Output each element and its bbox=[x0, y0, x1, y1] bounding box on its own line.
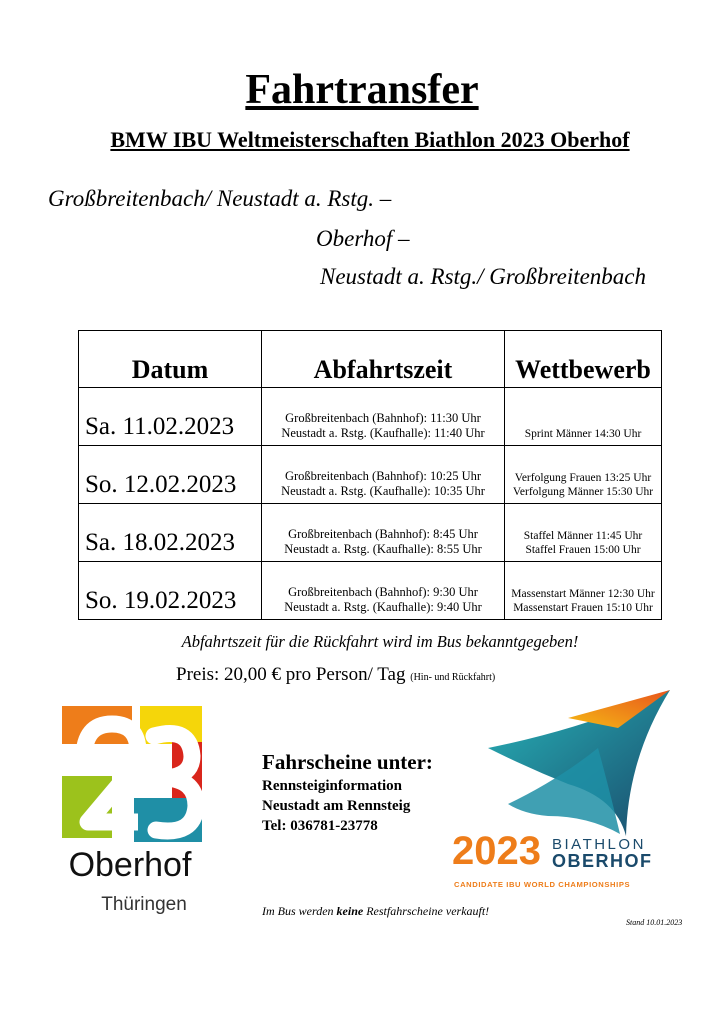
competition-line-1: Staffel Männer 11:45 Uhr bbox=[523, 530, 643, 542]
row-departure bbox=[262, 504, 505, 562]
oberhof-thueringen-logo bbox=[62, 706, 212, 918]
price-label: Preis: bbox=[176, 664, 220, 685]
price-note: (Hin- und Rückfahrt) bbox=[410, 672, 496, 683]
table-header-row bbox=[79, 331, 662, 388]
row-competition bbox=[505, 388, 662, 446]
logo-word-oberhof: OBERHOF bbox=[552, 851, 653, 871]
row-competition bbox=[505, 446, 662, 504]
competition-line-2: Staffel Frauen 15:00 Uhr bbox=[525, 544, 641, 556]
competition-line-2: Verfolgung Männer 15:30 Uhr bbox=[512, 486, 654, 498]
bus-ticket-note bbox=[262, 904, 489, 919]
bus-note-pre: Im Bus werden bbox=[262, 904, 337, 918]
departure-line-1: Großbreitenbach (Bahnhof): 8:45 Uhr bbox=[288, 527, 478, 541]
biathlon-oberhof-logo bbox=[448, 688, 678, 894]
departure-line-2: Neustadt a. Rstg. (Kaufhalle): 8:55 Uhr bbox=[284, 542, 482, 556]
price-value: 20,00 € pro Person/ Tag bbox=[224, 664, 406, 685]
departure-line-2: Neustadt a. Rstg. (Kaufhalle): 11:40 Uhr bbox=[281, 426, 485, 440]
competition-line-1: Verfolgung Frauen 13:25 Uhr bbox=[514, 472, 652, 484]
row-departure bbox=[262, 562, 505, 620]
table-row bbox=[79, 388, 662, 446]
row-date: So. 19.02.2023 bbox=[79, 562, 262, 620]
header-abfahrtszeit: Abfahrtszeit bbox=[262, 331, 505, 388]
route-line-1: Großbreitenbach/ Neustadt a. Rstg. – bbox=[48, 186, 392, 211]
row-date: Sa. 18.02.2023 bbox=[79, 504, 262, 562]
row-date: So. 12.02.2023 bbox=[79, 446, 262, 504]
table-row bbox=[79, 562, 662, 620]
table-row bbox=[79, 504, 662, 562]
route-line-2: Oberhof – bbox=[316, 226, 410, 251]
tickets-phone: Tel: 036781-23778 bbox=[262, 818, 378, 834]
page-title: Fahrtransfer bbox=[245, 67, 479, 113]
tickets-heading: Fahrscheine unter: bbox=[262, 750, 433, 774]
logo-year: 2023 bbox=[452, 829, 541, 873]
row-departure bbox=[262, 446, 505, 504]
bus-note-post: Restfahrscheine verkauft! bbox=[363, 904, 490, 918]
departure-line-2: Neustadt a. Rstg. (Kaufhalle): 10:35 Uhr bbox=[281, 484, 485, 498]
tickets-line-1: Rennsteiginformation bbox=[262, 778, 402, 794]
logo-tagline: CANDIDATE IBU WORLD CHAMPIONSHIPS bbox=[454, 880, 631, 889]
row-competition bbox=[505, 504, 662, 562]
header-datum: Datum bbox=[79, 331, 262, 388]
stand-date: Stand 10.01.2023 bbox=[626, 918, 683, 927]
price-line bbox=[176, 664, 495, 686]
logo-region: Thüringen bbox=[101, 894, 187, 915]
bus-note-emphasis: keine bbox=[336, 904, 364, 918]
page-subtitle: BMW IBU Weltmeisterschaften Biathlon 2023 Oberhof bbox=[110, 127, 630, 152]
row-departure bbox=[262, 388, 505, 446]
tickets-line-2: Neustadt am Rennsteig bbox=[262, 798, 411, 814]
row-date: Sa. 11.02.2023 bbox=[79, 388, 262, 446]
logo-name: Oberhof bbox=[68, 846, 192, 884]
competition-line-2: Massenstart Frauen 15:10 Uhr bbox=[513, 602, 653, 614]
header-wettbewerb: Wettbewerb bbox=[505, 331, 662, 388]
logo-word-biathlon: BIATHLON bbox=[552, 836, 646, 853]
row-competition bbox=[505, 562, 662, 620]
competition-line-1: Massenstart Männer 12:30 Uhr bbox=[511, 588, 655, 600]
departure-line-1: Großbreitenbach (Bahnhof): 9:30 Uhr bbox=[288, 585, 478, 599]
schedule-table bbox=[78, 330, 662, 620]
departure-line-1: Großbreitenbach (Bahnhof): 11:30 Uhr bbox=[285, 411, 481, 425]
departure-line-2: Neustadt a. Rstg. (Kaufhalle): 9:40 Uhr bbox=[284, 600, 482, 614]
table-row bbox=[79, 446, 662, 504]
competition-line-2: Sprint Männer 14:30 Uhr bbox=[524, 428, 642, 440]
return-trip-note: Abfahrtszeit für die Rückfahrt wird im Bus bekanntgegeben! bbox=[181, 632, 579, 651]
departure-line-1: Großbreitenbach (Bahnhof): 10:25 Uhr bbox=[284, 469, 482, 483]
route-line-3: Neustadt a. Rstg./ Großbreitenbach bbox=[320, 264, 647, 289]
